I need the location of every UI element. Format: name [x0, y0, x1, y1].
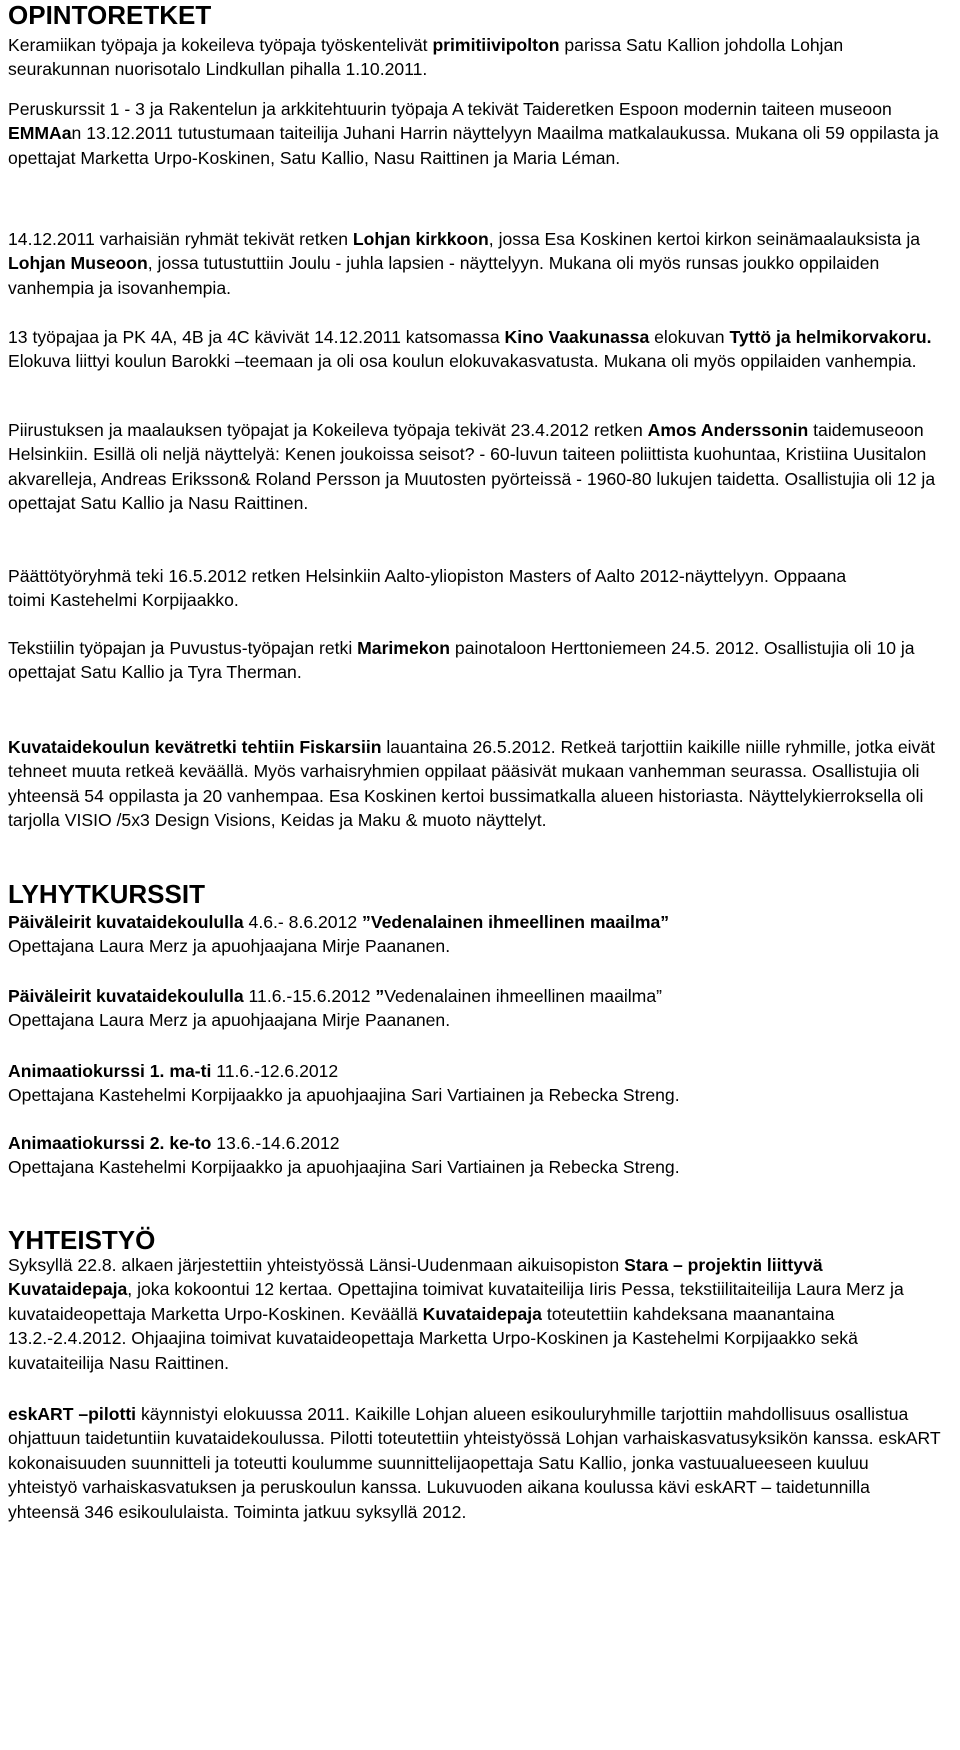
paragraph-marimekko: Tekstiilin työpajan ja Puvustus-työpajan retki Marimekon painotaloon Herttoniemeen 24.5. 2012. Osallistujia oli 10 ja opettajat Satu Kallio ja Tyra Therman.	[8, 638, 915, 683]
paragraph-paattotyoryhma: Päättötyöryhmä teki 16.5.2012 retken Helsinkiin Aalto-yliopiston Masters of Aalto 2012-näyttelyyn. Oppaana toimi Kastehelmi Korpijaakko.	[8, 566, 847, 611]
paragraph-kino-vaakuna: 13 työpajaa ja PK 4A, 4B ja 4C kävivät 14.12.2011 katsomassa Kino Vaakunassa elokuvan Tyttö ja helmikorvakoru. Elokuva liittyi koulun Barokki –teemaan ja oli osa koulun elokuvakasvatusta. Mukana oli myös oppilaiden vanhempia.	[8, 327, 932, 372]
course-paivaleirit-1: Päiväleirit kuvataidekoululla 4.6.- 8.6.2012 ”Vedenalainen ihmeellinen maailma” Opettajana Laura Merz ja apuohjaajana Mirje Paananen.	[8, 912, 670, 957]
paragraph-amos-anderssonin: Piirustuksen ja maalauksen työpajat ja Kokeileva työpaja tekivät 23.4.2012 retken Amos Anderssonin taidemuseoon Helsinkiin. Esillä oli neljä näyttelyä: Kenen joukoissa seisot? - 60-luvun taiteen poliittista kuohuntaa, Kristiina Uusitalon akvarelleja, Andreas Eriksson& Roland Persson ja Muutosten pyörteissä - 1960-80 lukujen taidetta. Osallistujia oli 12 ja opettajat Satu Kallio ja Nasu Raittinen.	[8, 420, 936, 514]
heading-opintoretket: OPINTORETKET	[8, 0, 212, 30]
paragraph-fiskarsi: Kuvataidekoulun kevätretki tehtiin Fiskarsiin lauantaina 26.5.2012. Retkeä tarjottiin kaikille niille ryhmille, jotka eivät tehneet muuta retkeä keväällä. Myös varhaisryhmien oppilaat pääsivät mukaan vanhemman seurassa. Osallistujia oli yhteensä 54 oppilasta ja 20 vanhempaa. Esa Koskinen kertoi bussimatkalla alueen historiasta. Näyttelykierroksella oli tarjolla VISIO /5x3 Design Visions, Keidas ja Maku & muoto näyttelyt.	[8, 737, 936, 831]
paragraph-primitiivipolton: Keramiikan työpaja ja kokeileva työpaja työskentelivät primitiivipolton parissa Satu Kallion johdolla Lohjan seurakunnan nuorisotalo Lindkullan pihalla 1.10.2011.	[8, 35, 844, 80]
course-paivaleirit-2: Päiväleirit kuvataidekoululla 11.6.-15.6.2012 ”Vedenalainen ihmeellinen maailma” Opettajana Laura Merz ja apuohjaajana Mirje Paananen.	[8, 986, 662, 1031]
paragraph-emma: Peruskurssit 1 - 3 ja Rakentelun ja arkkitehtuurin työpaja A tekivät Taideretken Espoon modernin taiteen museoon EMMAan 13.12.2011 tutustumaan taiteilija Juhani Harrin näyttelyyn Maailma matkalaukussa. Mukana oli 59 oppilasta ja opettajat Marketta Urpo-Koskinen, Satu Kallio, Nasu Raittinen ja Maria Léman.	[8, 99, 939, 168]
paragraph-stara: Syksyllä 22.8. alkaen järjestettiin yhteistyössä Länsi-Uudenmaan aikuisopiston Stara – projektin liittyvä Kuvataidepaja, joka kokoontui 12 kertaa. Opettajina toimivat kuvataiteilija Iiris Pessa, tekstiilitaiteilija Laura Merz ja kuvataideopettaja Marketta Urpo-Koskinen. Keväällä Kuvataidepaja toteutettiin kahdeksana maanantaina 13.2.-2.4.2012. Ohjaajina toimivat kuvataideopettaja Marketta Urpo-Koskinen ja Kastehelmi Korpijaakko sekä kuvataiteilija Nasu Raittinen.	[8, 1255, 904, 1373]
course-4-teacher: Opettajana Kastehelmi Korpijaakko ja apuohjaajina Sari Vartiainen ja Rebecka Streng.	[8, 1157, 680, 1178]
paragraph-lohjan-kirkko: 14.12.2011 varhaisiän ryhmät tekivät retken Lohjan kirkkoon, jossa Esa Koskinen kertoi kirkon seinämaalauksista ja Lohjan Museoon, jossa tutustuttiin Joulu - juhla lapsien - näyttelyyn. Mukana oli myös runsas joukko oppilaiden vanhempia ja isovanhempia.	[8, 229, 921, 298]
heading-yhteistyo: YHTEISTYÖ	[8, 1225, 156, 1255]
course-animaatio-1: Animaatiokurssi 1. ma-ti 11.6.-12.6.2012 Opettajana Kastehelmi Korpijaakko ja apuohjaajina Sari Vartiainen ja Rebecka Streng.	[8, 1061, 680, 1106]
course-2-teacher: Opettajana Laura Merz ja apuohjaajana Mirje Paananen.	[8, 1010, 451, 1031]
course-animaatio-2: Animaatiokurssi 2. ke-to 13.6.-14.6.2012 Opettajana Kastehelmi Korpijaakko ja apuohjaajina Sari Vartiainen ja Rebecka Streng.	[8, 1133, 680, 1178]
paragraph-eskart: eskART –pilotti käynnistyi elokuussa 2011. Kaikille Lohjan alueen esikouluryhmille tarjottiin mahdollisuus osallistua ohjattuun taidetuntiin kuvataidekoulussa. Pilotti toteutettiin yhteistyössä Lohjan varhaiskasvatusyksikön kanssa. eskART kokonaisuuden suunnitteli ja toteutti koulumme suunnittelijaopettaja Satu Kallio, jonka vastuualueeseen kuuluu yhteistyö varhaiskasvatuksen ja peruskoulun kanssa. Lukuvuoden aikana koulussa kävi eskART – taidetunnilla yhteensä 346 esikoululaista. Toiminta jatkuu syksyllä 2012.	[8, 1404, 941, 1522]
heading-lyhytkurssit: LYHYTKURSSIT	[8, 879, 205, 909]
course-3-teacher: Opettajana Kastehelmi Korpijaakko ja apuohjaajina Sari Vartiainen ja Rebecka Streng.	[8, 1085, 680, 1106]
course-1-teacher: Opettajana Laura Merz ja apuohjaajana Mirje Paananen.	[8, 936, 451, 957]
